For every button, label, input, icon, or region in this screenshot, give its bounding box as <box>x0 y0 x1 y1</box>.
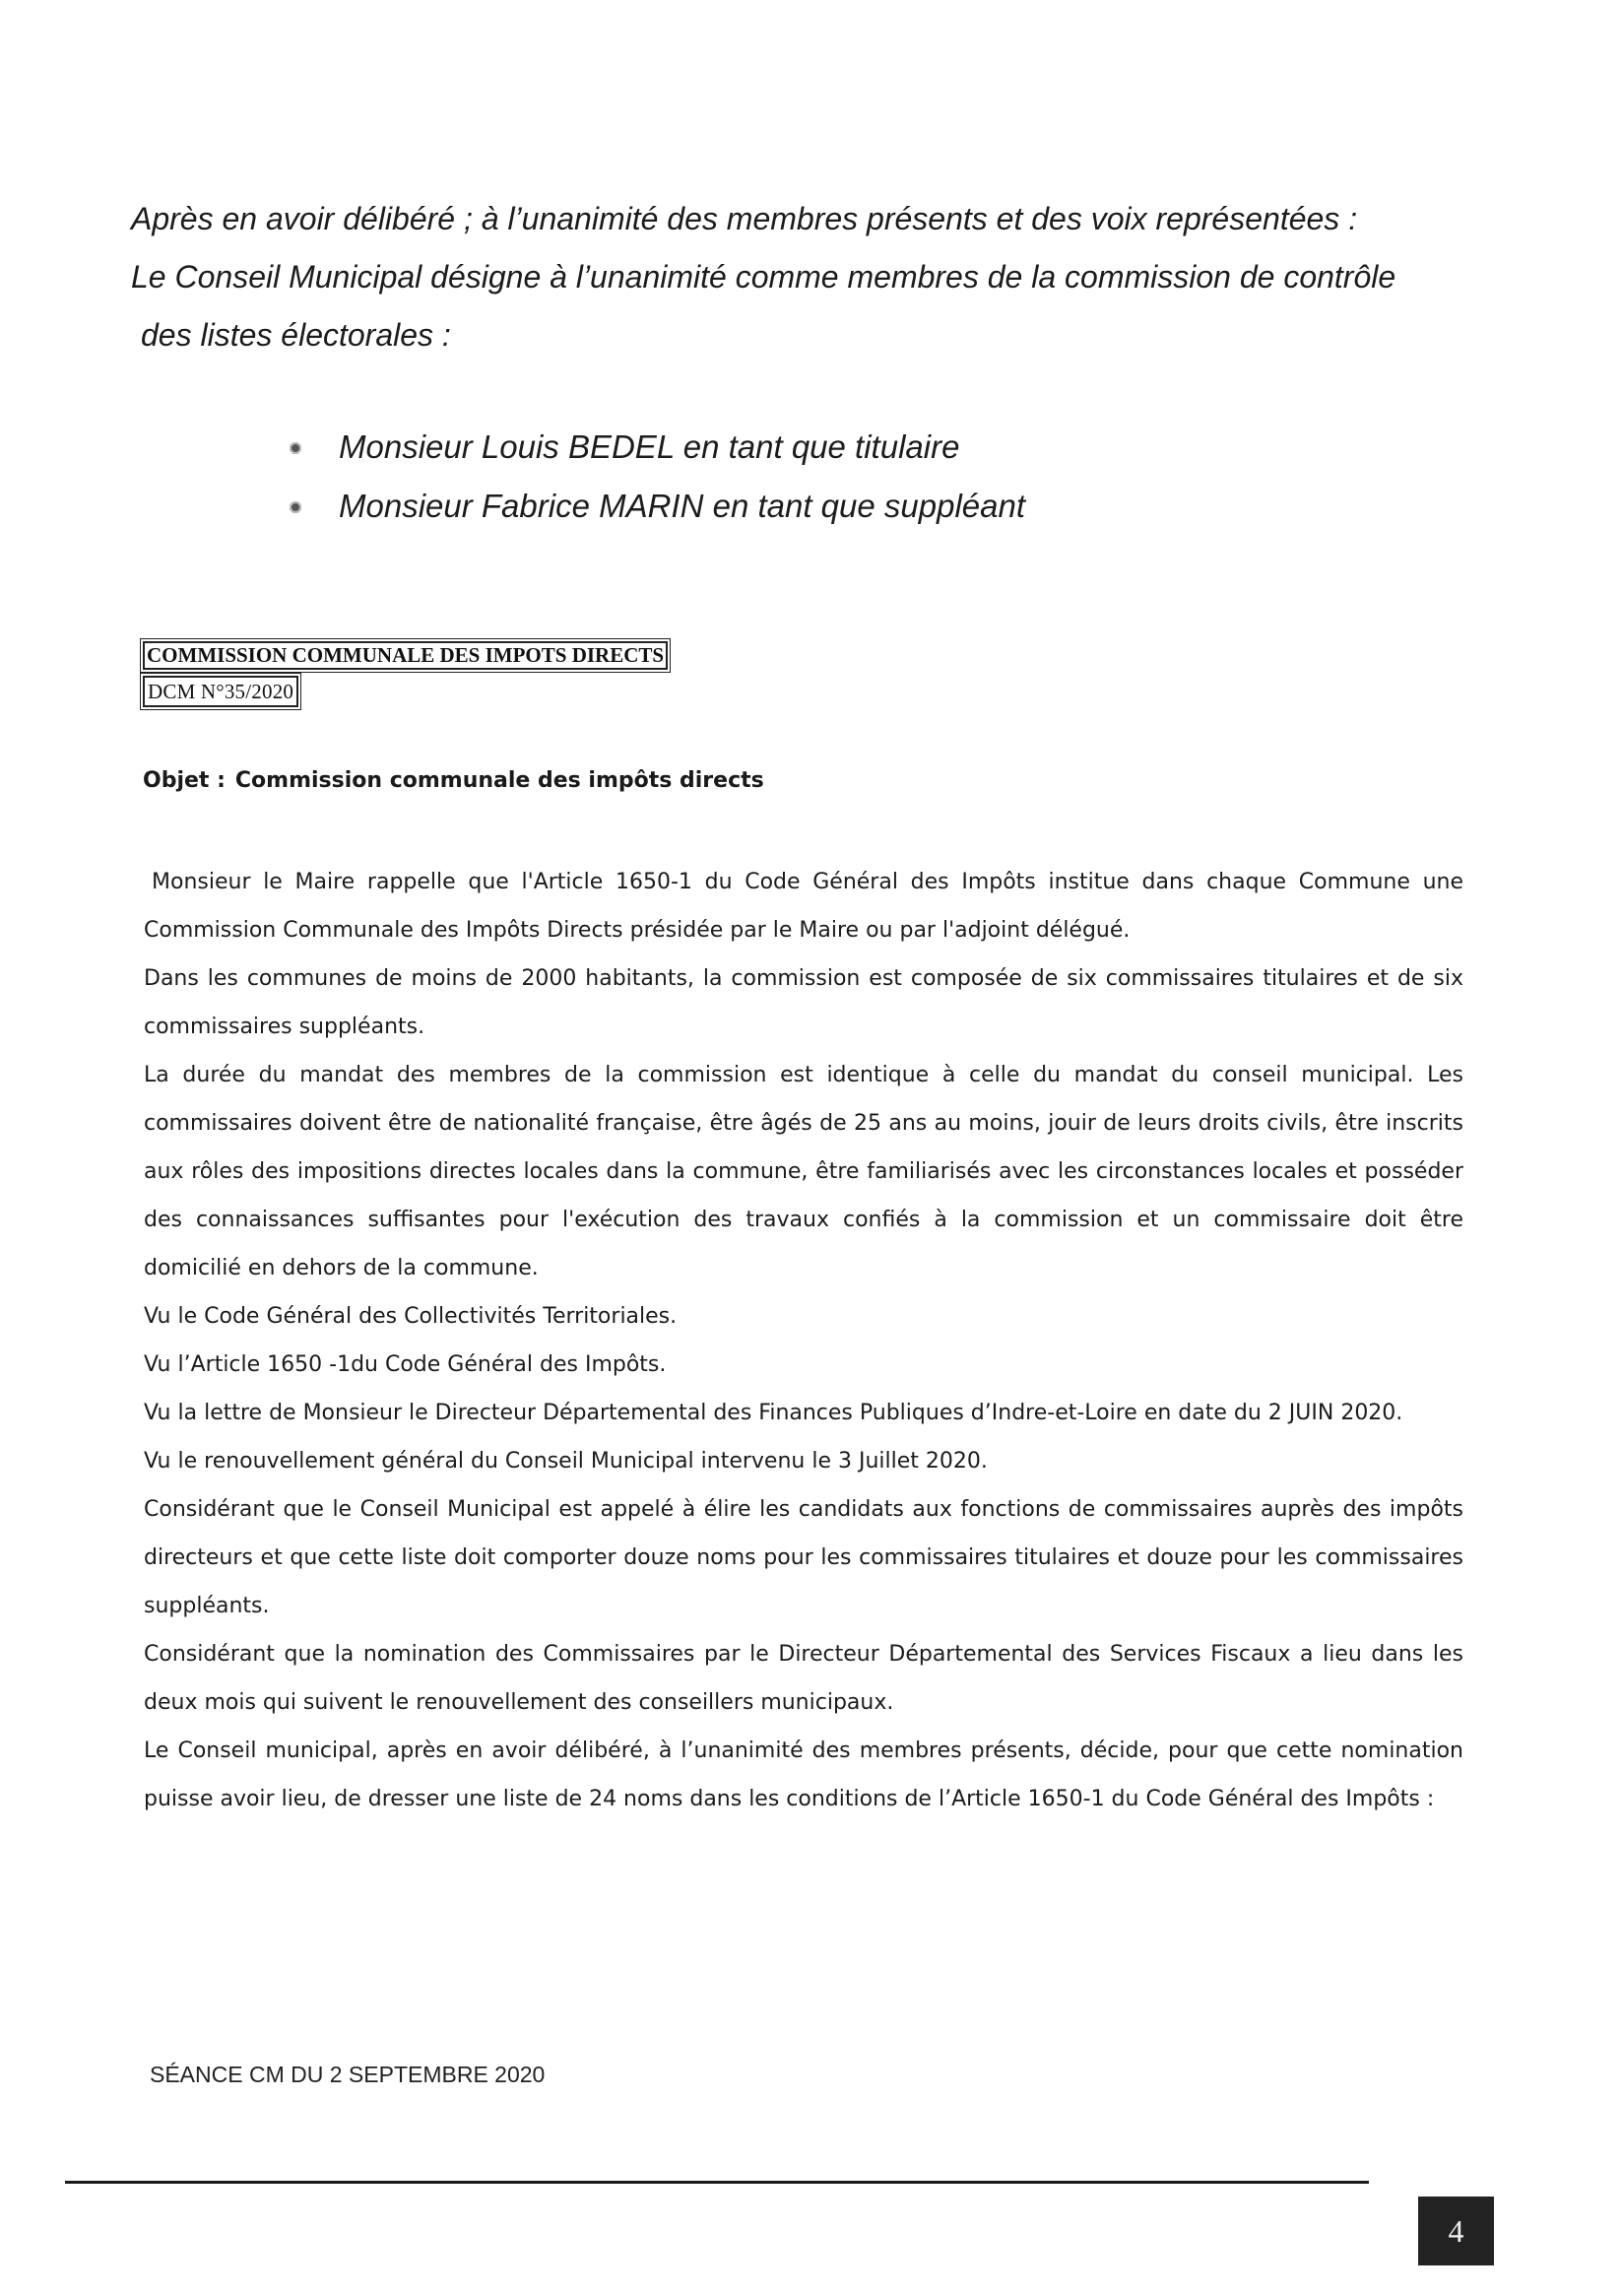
paragraph: Monsieur le Maire rappelle que l'Article 1650-1 du Code Général des Impôts institue dans chaque Commune une Commission Communale des Impôts Directs présidée par le Maire ou par l'adjoint délégué. <box>144 870 1463 943</box>
page-number: 4 <box>1418 2197 1494 2265</box>
dcm-number: DCM N°35/2020 <box>143 676 298 707</box>
paragraph: Le Conseil municipal, après en avoir délibéré, à l’unanimité des membres présents, décide, pour que cette nomination puisse avoir lieu, de dresser une liste de 24 noms dans les conditions de l’Article 1650-1 du Code Général des Impôts : <box>144 1738 1463 1811</box>
intro-line-3: des listes électorales : <box>141 317 451 353</box>
paragraph: Dans les communes de moins de 2000 habitants, la commission est composée de six commissaires titulaires et de six commissaires suppléants. <box>144 966 1463 1039</box>
seance-footer: SÉANCE CM DU 2 SEPTEMBRE 2020 <box>150 2062 546 2087</box>
paragraph: Vu le renouvellement général du Conseil Municipal intervenu le 3 Juillet 2020. <box>144 1449 988 1474</box>
bullet-icon <box>290 442 301 454</box>
footer-divider <box>65 2181 1369 2184</box>
paragraph: La durée du mandat des membres de la commission est identique à celle du mandat du conseil municipal. Les commissaires doivent être de nationalité française, être âgés de 25 ans au moins, jouir de leurs droits civils, être inscrits aux rôles des impositions directes locales dans la commune, être familiarisés avec les circonstances locales et posséder des connaissances suffisantes pour l'exécution des travaux confiés à la commission et un commissaire doit être domicilié en dehors de la commune. <box>144 1063 1463 1280</box>
paragraph: Considérant que la nomination des Commissaires par le Directeur Départemental des Services Fiscaux a lieu dans les deux mois qui suivent le renouvellement des conseillers municipaux. <box>144 1642 1463 1715</box>
members-list <box>289 418 1025 536</box>
paragraph: Vu la lettre de Monsieur le Directeur Départemental des Finances Publiques d’Indre-et-Loire en date du 2 JUIN 2020. <box>144 1401 1403 1425</box>
objet-text: Commission communale des impôts directs <box>234 768 764 793</box>
paragraph: Considérant que le Conseil Municipal est appelé à élire les candidats aux fonctions de commissaires auprès des impôts directeurs et que cette liste doit comporter douze noms pour les commissaires titulaires et douze pour les commissaires suppléants. <box>144 1497 1463 1618</box>
list-item <box>289 477 1025 536</box>
list-item <box>289 418 1025 477</box>
paragraph: Vu l’Article 1650 -1du Code Général des Impôts. <box>144 1352 667 1377</box>
paragraph: Vu le Code Général des Collectivités Territoriales. <box>144 1304 678 1329</box>
member-suppleant: Monsieur Fabrice MARIN en tant que suppléant <box>339 488 1026 524</box>
intro-line-2: Le Conseil Municipal désigne à l’unanimité comme membres de la commission de contrôle <box>131 259 1396 295</box>
objet-line <box>143 768 764 793</box>
deliberation-body <box>144 858 1463 1823</box>
member-titulaire: Monsieur Louis BEDEL en tant que titulaire <box>339 428 960 465</box>
section-header: COMMISSION COMMUNALE DES IMPOTS DIRECTS <box>143 641 668 670</box>
bullet-icon <box>290 501 301 513</box>
intro-line-1: Après en avoir délibéré ; à l’unanimité des membres présents et des voix représentées : <box>131 201 1358 236</box>
objet-label: Objet : <box>143 768 226 793</box>
